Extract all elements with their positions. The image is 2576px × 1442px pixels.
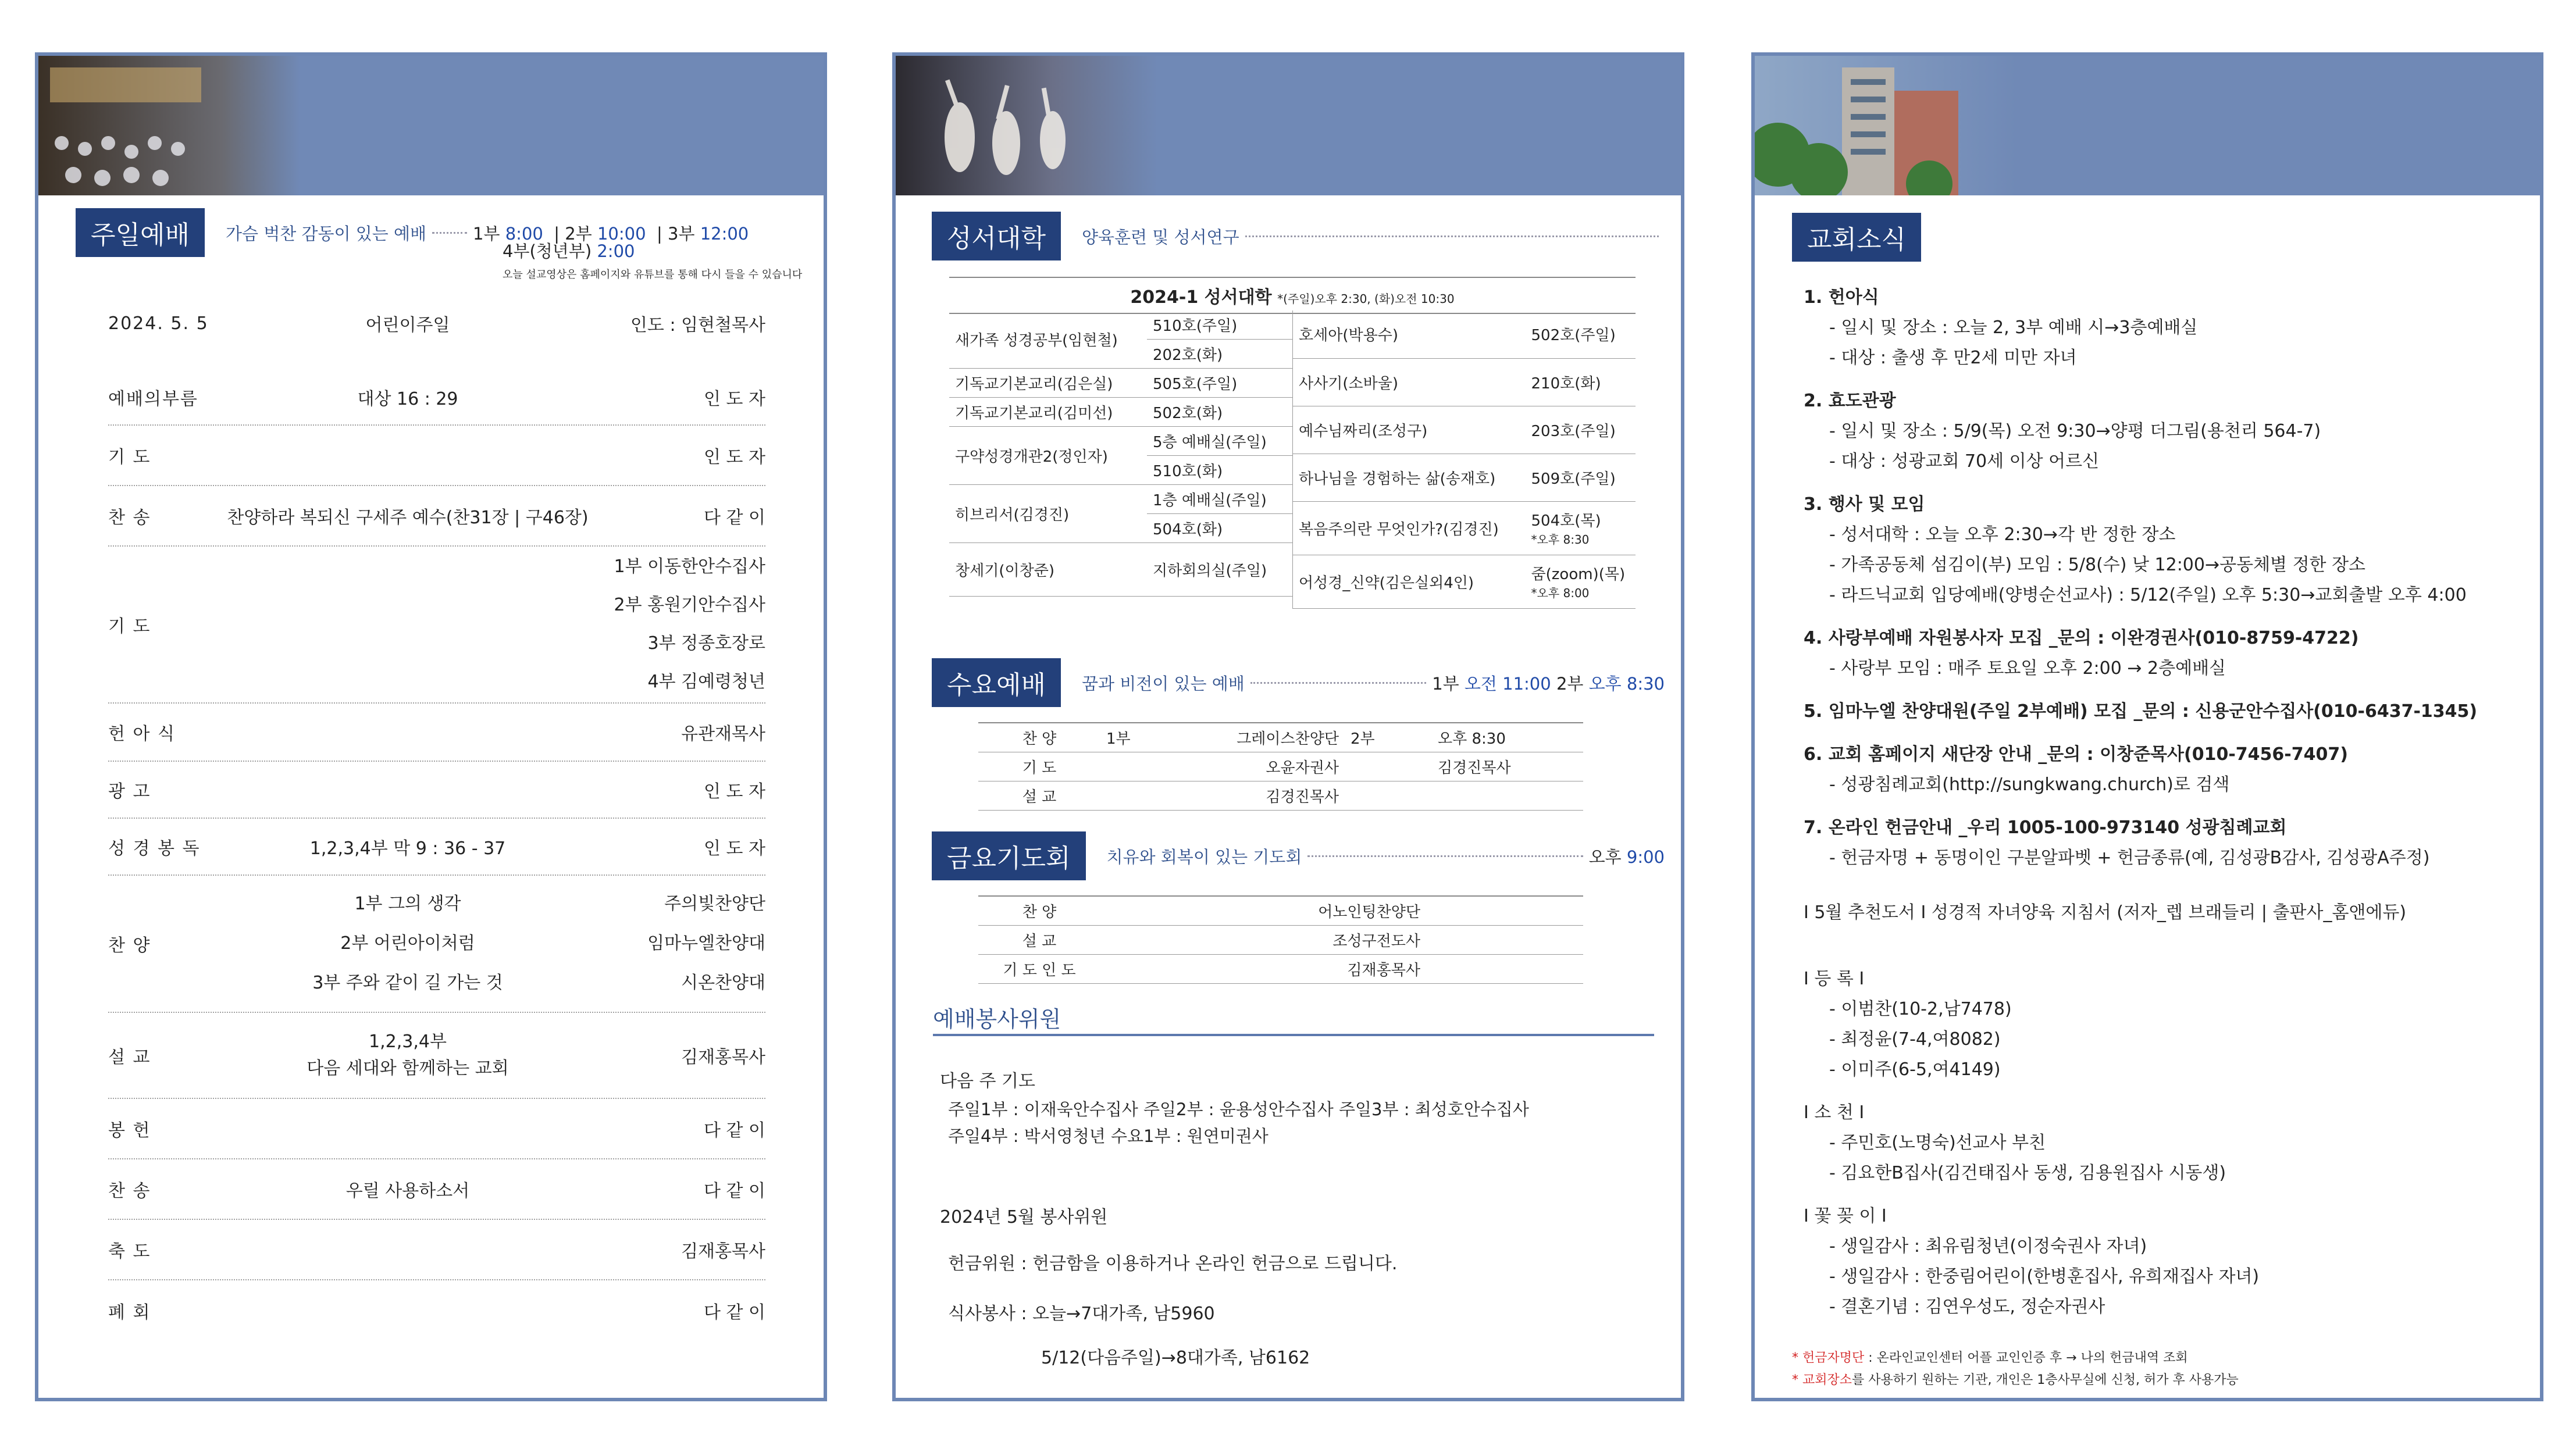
order-row: 폐 회 다 같 이 — [108, 1302, 765, 1323]
volunteers-title: 예배봉사위원 — [933, 1006, 1061, 1032]
order-row: 봉 헌 다 같 이 — [108, 1099, 765, 1159]
friday-time: 오후 9:00 — [1588, 847, 1665, 867]
sunday-subtitle: 가슴 벅찬 감동이 있는 예배 — [226, 223, 427, 244]
news-item: 5. 임마누엘 찬양대원(주일 2부예배) 모집 _문의 : 신용군안수집사(010-6437-1345) — [1804, 701, 2478, 722]
news-item: 3. 행사 및 모임 - 성서대학 : 오늘 오후 2:30→각 반 정한 장소 - 가족공동체 섬김이(부) 모임 : 5/8(수) 낮 12:00→공동체별 정한 장소 - 라드닉교회 입당예배(양병순선교사) : 5/12(주일) 오후 5:30→교회출발 오후 4:00 — [1804, 494, 2467, 605]
meal-line2: 5/12(다음주일)→8대가족, 남6162 — [1041, 1348, 1310, 1368]
table-row: 찬 양 1부 그레이스찬양단 2부 오후 8:30 — [978, 723, 1583, 752]
sunday-tag: 주일예배 — [76, 208, 205, 257]
table-row: 구약성경개관2(정인자) 5층 예배실(주일) — [949, 427, 1292, 456]
table-row: 복음주의란 무엇인가?(김경진) 504호(목) *오후 8:30 — [1293, 501, 1636, 555]
order-row: 예배의부름 대상 16 : 29 인 도 자 — [108, 370, 765, 426]
table-row: 히브리서(김경진) 1층 예배실(주일) — [949, 485, 1292, 514]
donor-note: * 헌금자명단 : 온라인교인센터 어플 교인인증 후 → 나의 헌금내역 조회 — [1792, 1351, 2188, 1365]
table-row: 창세기(이창준) 지하회의실(주일) — [949, 543, 1292, 597]
worship-photo — [896, 56, 1157, 195]
table-row: 504호(화) — [949, 514, 1292, 543]
next-week-line2: 주일4부 : 박서영청년 수요1부 : 원연미권사 — [948, 1126, 1269, 1146]
sunday-youth-time: 4부(청년부) 2:00 — [503, 241, 635, 261]
news-tag: 교회소식 — [1792, 213, 1921, 262]
flower-title: I 꽃 꽂 이 I — [1804, 1206, 1887, 1226]
meal-line1: 식사봉사 : 오늘→7대가족, 남5960 — [948, 1304, 1215, 1324]
table-row: 찬 양 어노인팅찬양단 — [978, 896, 1583, 926]
friday-tag: 금요기도회 — [932, 831, 1086, 880]
bible-table-left — [949, 310, 1292, 597]
table-row: 설 교 조성구전도사 — [978, 926, 1583, 955]
next-week-line1: 주일1부 : 이재욱안수집사 주일2부 : 윤용성안수집사 주일3부 : 최성호안수집사 — [948, 1100, 1529, 1119]
sunday-date: 2024. 5. 5 — [108, 313, 209, 334]
news-item: 7. 온라인 헌금안내 _우리 1005-100-973140 성광침례교회 - 헌금자명 + 동명이인 구분알파벳 + 헌금종류(예, 김성광B감사, 김성광A주정) — [1804, 818, 2430, 868]
passing-title: I 소 천 I — [1804, 1102, 1865, 1123]
wednesday-subtitle: 꿈과 비전이 있는 예배 — [1082, 673, 1245, 694]
order-row: 성 경 봉 독 1,2,3,4부 막 9 : 36 - 37 인 도 자 — [108, 819, 765, 876]
next-week-title: 다음 주 기도 — [940, 1071, 1035, 1091]
news-item: 2. 효도관광 - 일시 및 장소 : 5/9(목) 오전 9:30→양평 더그림(용천리 564-7) - 대상 : 성광교회 70세 이상 어르신 — [1804, 391, 2321, 472]
sermon-row: 설 교 1,2,3,4부 다음 세대와 함께하는 교회 김재홍목사 — [108, 1013, 765, 1099]
news-item: 1. 헌아식 - 일시 및 장소 : 오늘 2, 3부 예배 시→3층예배실 - 대상 : 출생 후 만2세 미만 자녀 — [1804, 287, 2198, 368]
bible-subtitle: 양육훈련 및 성서연구 — [1082, 227, 1239, 247]
order-row: 헌 아 식 유관재목사 — [108, 704, 765, 762]
table-row: 호세아(박용수) 502호(주일) — [1293, 310, 1636, 358]
church-building-photo — [1755, 56, 2016, 195]
table-row: 사사기(소바울) 210호(화) — [1293, 358, 1636, 406]
table-row: 어성경_신약(김은실외4인) 줌(zoom)(목) *오후 8:00 — [1293, 555, 1636, 608]
friday-table — [978, 895, 1583, 984]
table-row: 예수님짜리(조성구) 203호(주일) — [1293, 406, 1636, 454]
prayer-row: 기 도 1부 이동한안수집사 2부 홍원기안수집사 3부 정종호장로 4부 김예령청년 — [108, 547, 765, 704]
table-row: 기독교기본교리(김미선) 502호(화) — [949, 398, 1292, 427]
sunday-video-note: 오늘 설교영상은 홈페이지와 유튜브를 통해 다시 들을 수 있습니다 — [503, 269, 803, 281]
table-row: 510호(화) — [949, 456, 1292, 485]
volunteers-rule — [933, 1034, 1654, 1036]
order-row: 기 도 인 도 자 — [108, 426, 765, 486]
news-item: 4. 사랑부예배 자원봉사자 모집 _문의 : 이완경권사(010-8759-4722) - 사랑부 모임 : 매주 토요일 오후 2:00 → 2층예배실 — [1804, 628, 2359, 679]
table-row: 기 도 인 도 김재홍목사 — [978, 955, 1583, 984]
sunday-day: 어린이주일 — [365, 315, 450, 335]
wednesday-tag: 수요예배 — [932, 658, 1061, 707]
table-row: 기독교기본교리(김은실) 505호(주일) — [949, 369, 1292, 398]
table-row: 설 교 김경진목사 — [978, 781, 1583, 811]
friday-subtitle: 치유와 회복이 있는 기도회 — [1106, 847, 1302, 867]
news-item: 6. 교회 홈페이지 새단장 안내 _문의 : 이창준목사(010-7456-7407) - 성광침례교회(http://sungkwang.church)로 검색 — [1804, 744, 2348, 795]
venue-note: * 교회장소를 사용하기 원하는 기관, 개인은 1층사무실에 신청, 허가 후 사용가능 — [1792, 1373, 2239, 1387]
table-row: 하나님을 경험하는 삶(송재호) 509호(주일) — [1293, 454, 1636, 501]
wednesday-times: 1부 오전 11:00 2부 오후 8:30 — [1432, 673, 1665, 694]
church-news-panel — [1751, 52, 2543, 1401]
bible-table-title: 2024-1 성서대학 *(주일)오후 2:30, (화)오전 10:30 — [949, 277, 1636, 314]
sunday-date-row — [108, 306, 765, 341]
order-row: 찬 송 찬양하라 복되신 구세주 예수(찬31장 | 구46장) 다 같 이 — [108, 486, 765, 547]
table-row: 새가족 성경공부(임현철) 510호(주일) — [949, 310, 1292, 340]
order-row: 광 고 인 도 자 — [108, 762, 765, 819]
offering-line: 헌금위원 : 헌금함을 이용하거나 온라인 헌금으로 드립니다. — [948, 1254, 1398, 1274]
news-list: 1. 헌아식 - 일시 및 장소 : 오늘 2, 3부 예배 시→3층예배실 - 대상 : 출생 후 만2세 미만 자녀 2. 효도관광 - 일시 및 장소 : 5/9(목) 오전 9:30→양평 더그림(용천리 564-7) - 대상 : 성광교회 70세 이상 어르신 3. 행사 및 모임 - 성서대학 : 오늘 오후 2:30→각 반 정한 장소 - 가족공동체 섬김이(부) 모임 : 5/8(수) 낮 12:00→공동체별 정한 장소 - 라드닉교회 입당예배(양병순선교사) : 5/12(주일) 오후 5:30→교회출발 오후 4:00 4. 사랑부예배 자원봉사자 모집 _문의 : 이완경권사(010-8759-4722) - 사랑부 모임 : 매주 토요일 오후 2:00 → 2층예배실 5. 임마누엘 찬양대원(주일 2부예배) 모집 _문의 : 신용군안수집사(010-6437-1345) 6. 교회 홈페이지 새단장 안내 _문의 : 이창준목사(010-7456-7407) - 성광침례교회(http://sungkwang.church)로 검색 7. 온라인 헌금안내 _우리 1005-100-973140 성광침례교회 - 헌금자명 + 동명이인 구분알파벳 + 헌금종류(예, 김성광B감사, 김성광A주정) I 5월 추천도서 I 성경적 자녀양육 지침서 (저자_렙 브래들리 | 출판사_홈앤에듀) I 등 록 I - 이범찬(10-2,남7478) - 최정윤(7-4,여8082) - 이미주(6-5,여4149) I 소 천 I - 주민호(노명숙)선교사 부친 - 김요한B집사(김건태집사 동생, 김용원집사 시동생) I 꽃 꽂 이 I - 생일감사 : 최유림청년(이정숙권사 자녀) - 생일감사 : 한중림어린이(한병훈집사, 유희재집사 자녀) - 결혼기념 : 김연우성도, 정순자권사 — [1804, 283, 2502, 1318]
bible-tag: 성서대학 — [932, 212, 1061, 260]
table-row: 기 도 오윤자권사 김경진목사 — [978, 752, 1583, 781]
sunday-leader: 인도 : 임현철목사 — [630, 315, 765, 335]
wednesday-table — [978, 722, 1583, 811]
sunday-worship-panel — [35, 52, 827, 1401]
order-row: 축 도 김재홍목사 — [108, 1220, 765, 1280]
bible-college-panel — [892, 52, 1684, 1401]
recommended-book: I 5월 추천도서 I 성경적 자녀양육 지침서 (저자_렙 브래들리 | 출판사_홈앤에듀) — [1804, 902, 2407, 923]
sunday-times: 1부 8:00 | 2부 10:00 | 3부 12:00 — [473, 223, 749, 244]
table-row: 202호(화) — [949, 340, 1292, 369]
may-volunteers-title: 2024년 5월 봉사위원 — [940, 1207, 1108, 1227]
bible-table-right — [1292, 310, 1636, 609]
order-row: 찬 송 우릴 사용하소서 다 같 이 — [108, 1159, 765, 1220]
register-title: I 등 록 I — [1804, 969, 1865, 989]
congregation-photo — [38, 56, 300, 195]
praise-row: 찬 양 1부 그의 생각 2부 어린아이처럼 3부 주와 같이 길 가는 것 주의빛찬양단 임마누엘찬양대 시온찬양대 — [108, 876, 765, 1013]
